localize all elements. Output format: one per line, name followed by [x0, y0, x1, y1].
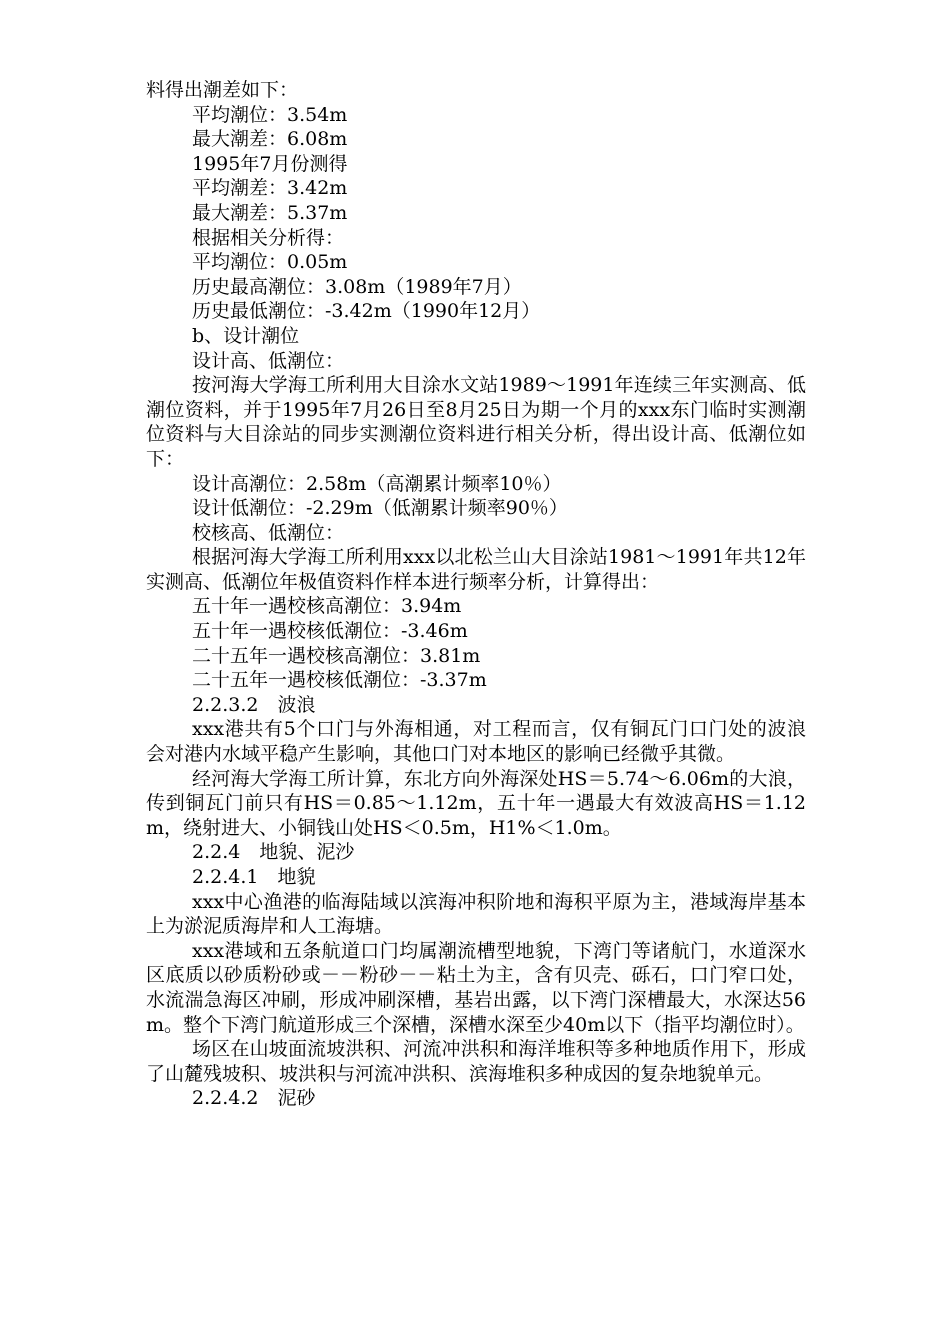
paragraph: xxx港域和五条航道口门均属潮流槽型地貌，下湾门等诸航门，水道深水区底质以砂质粉砂或－－粉砂－－粘土为主，含有贝壳、砾石，口门窄口处，水流湍急海区冲刷，形成冲刷深槽，基岩出露，以下湾门深槽最大，水深达56m。整个下湾门航道形成三个深槽，深槽水深至少40m以下（指平均潮位时）。 — [146, 939, 806, 1036]
paragraph: 设计高潮位：2.58m（高潮累计频率10％） — [192, 472, 562, 495]
paragraph: 二十五年一遇校核高潮位：3.81m — [192, 644, 481, 667]
paragraph: 经河海大学海工所计算，东北方向外海深处HS＝5.74～6.06m的大浪，传到铜瓦门前只有HS＝0.85～1.12m，五十年一遇最大有效波高HS＝1.12m，绕射进大、小铜钱山处HS＜0.5m，H1%＜1.0m。 — [146, 767, 806, 839]
paragraph: 设计低潮位：-2.29m（低潮累计频率90％） — [192, 497, 568, 520]
paragraph: 五十年一遇校核低潮位：-3.46m — [192, 620, 468, 643]
section-heading: 2.2.4.2 泥砂 — [192, 1087, 316, 1110]
paragraph: 平均潮位：0.05m — [192, 251, 348, 274]
section-heading: b、设计潮位 — [192, 324, 300, 347]
document-body — [146, 78, 806, 1111]
paragraph: 根据河海大学海工所利用xxx以北松兰山大目涂站1981～1991年共12年实测高、低潮位年极值资料作样本进行频率分析，计算得出： — [146, 546, 806, 593]
paragraph: 历史最低潮位：-3.42m（1990年12月） — [192, 300, 541, 323]
paragraph: 平均潮差：3.42m — [192, 177, 348, 200]
section-heading: 2.2.4 地貌、泥沙 — [192, 841, 355, 864]
paragraph: 1995年7月份测得 — [192, 152, 348, 175]
paragraph: 料得出潮差如下： — [146, 79, 299, 101]
paragraph: 五十年一遇校核高潮位：3.94m — [192, 595, 462, 618]
paragraph: 二十五年一遇校核低潮位：-3.37m — [192, 669, 487, 692]
paragraph: 平均潮位：3.54m — [192, 103, 348, 126]
section-heading: 2.2.3.2 波浪 — [192, 693, 316, 716]
paragraph: 设计高、低潮位： — [192, 349, 345, 372]
paragraph: xxx港共有5个口门与外海相通，对工程而言，仅有铜瓦门口门处的波浪会对港内水域平稳产生影响，其他口门对本地区的影响已经微乎其微。 — [146, 718, 806, 766]
paragraph: 场区在山坡面流坡洪积、河流冲洪积和海洋堆积等多种地质作用下，形成了山麓残坡积、坡洪积与河流冲洪积、滨海堆积多种成因的复杂地貌单元。 — [146, 1038, 806, 1085]
paragraph: xxx中心渔港的临海陆域以滨海冲积阶地和海积平原为主，港域海岸基本上为淤泥质海岸和人工海塘。 — [146, 890, 806, 938]
paragraph: 历史最高潮位：3.08m（1989年7月） — [192, 275, 522, 298]
paragraph: 按河海大学海工所利用大目涂水文站1989～1991年连续三年实测高、低潮位资料，并于1995年7月26日至8月25日为期一个月的xxx东门临时实测潮位资料与大目涂站的同步实测潮位资料进行相关分析，得出设计高、低潮位如下： — [146, 374, 806, 470]
paragraph: 校核高、低潮位： — [192, 521, 345, 544]
paragraph: 最大潮差：5.37m — [192, 201, 348, 224]
paragraph: 根据相关分析得： — [192, 226, 345, 249]
section-heading: 2.2.4.1 地貌 — [192, 866, 316, 888]
paragraph: 最大潮差：6.08m — [192, 128, 348, 151]
